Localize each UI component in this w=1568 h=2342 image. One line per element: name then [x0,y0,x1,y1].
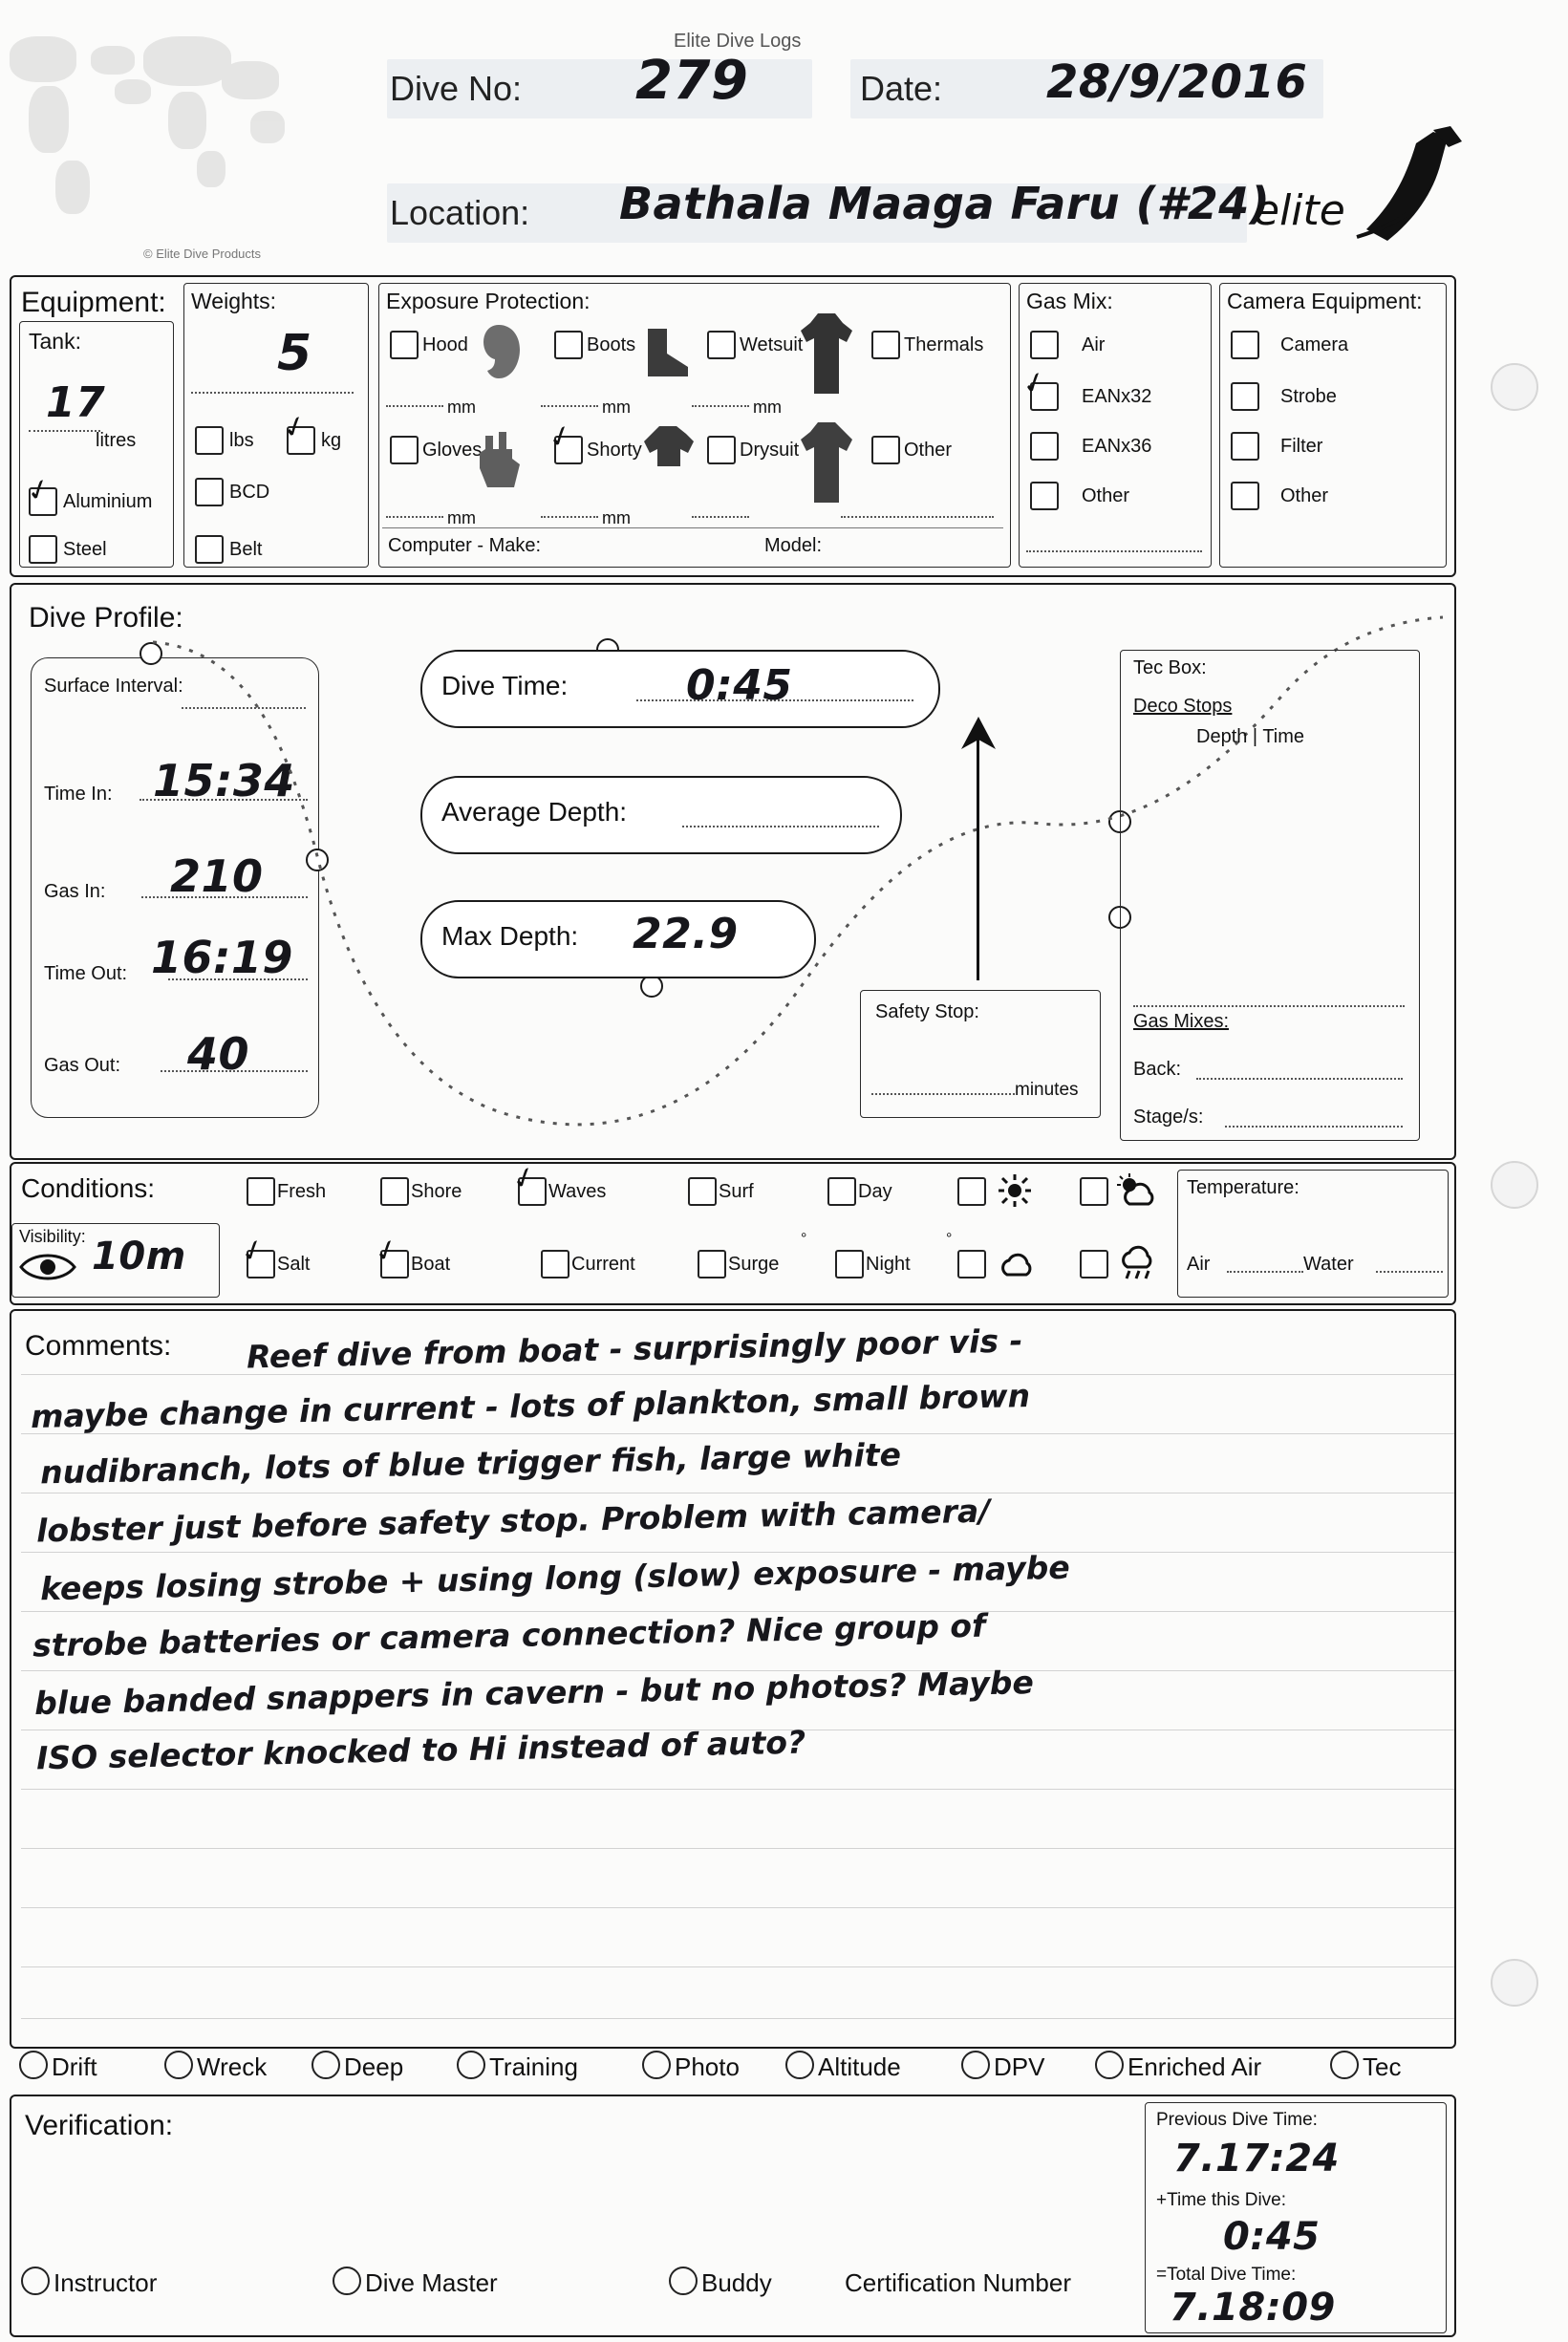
type-wreck-label: Wreck [197,2052,268,2081]
verification-title: Verification: [25,2110,174,2141]
gas-air-checkbox[interactable] [1030,331,1059,359]
eye-icon [19,1250,76,1284]
verification-buddy-label: Buddy [701,2268,772,2297]
weights-bcd-checkbox[interactable] [195,478,224,506]
elite-logo-text: elite [1254,186,1345,235]
exposure-other-checkbox[interactable] [871,436,900,464]
cond-salt-label: Salt [277,1254,311,1275]
cond-surf-checkbox[interactable] [688,1177,717,1206]
exposure-mm-label: mm [447,397,476,417]
location-label: Location: [390,193,530,232]
exposure-hood-label: Hood [422,334,468,355]
time-out-value: 16:19 [151,932,293,983]
cond-waves-check-mark: ✓ [507,1158,541,1199]
cond-cloud-checkbox[interactable] [957,1250,986,1278]
exposure-drysuit-label: Drysuit [740,440,800,461]
gas-mix-title: Gas Mix: [1026,289,1113,313]
tank-size-value: 17 [46,378,106,427]
tank-aluminium-check-mark: ✓ [22,470,55,511]
punch-hole [1491,1161,1538,1209]
cond-fresh-label: Fresh [277,1181,327,1202]
cond-shore-checkbox[interactable] [380,1177,409,1206]
cloud-icon [994,1248,1038,1278]
cond-day-label: Day [858,1181,892,1202]
comments-title: Comments: [25,1330,172,1362]
camera-camera-label: Camera [1280,334,1349,355]
punch-hole [1491,363,1538,411]
weights-lbs-label: lbs [229,430,254,451]
max-depth-label: Max Depth: [441,921,579,951]
sun-cloud-icon [1114,1173,1158,1208]
weights-box [183,283,369,568]
gas-mix-box [1019,283,1212,568]
diver-logo-icon [1338,124,1471,248]
gas-other-label: Other [1082,485,1130,506]
gas-eanx36-checkbox[interactable] [1030,432,1059,461]
dive-time-label: Dive Time: [441,671,569,700]
weights-kg-label: kg [321,430,342,451]
weights-lbs-checkbox[interactable] [195,426,224,455]
type-deep-radio[interactable] [311,2051,340,2079]
camera-strobe-label: Strobe [1280,386,1337,407]
gas-in-label: Gas In: [44,881,106,902]
comment-line: strobe batteries or camera connection? Nice group of [32,1606,986,1665]
safety-stop-units: minutes [1015,1080,1079,1100]
tank-units-label: litres [96,430,137,451]
temperature-title: Temperature: [1187,1177,1300,1198]
cond-sun-checkbox[interactable] [957,1177,986,1206]
cond-shore-label: Shore [411,1181,462,1202]
weights-value: 5 [277,325,312,382]
type-enriched-air-label: Enriched Air [1128,2052,1262,2081]
cond-boat-label: Boat [411,1254,451,1275]
equipment-title: Equipment: [21,287,166,318]
weights-title: Weights: [191,289,277,313]
tank-aluminium-label: Aluminium [63,491,153,512]
water-temp-label: Water [1303,1254,1354,1275]
time-this-dive-value: 0:45 [1223,2215,1321,2259]
type-photo-label: Photo [675,2052,740,2081]
exposure-mm-label: mm [602,508,631,527]
camera-title: Camera Equipment: [1227,289,1423,313]
previous-dive-time-label: Previous Dive Time: [1156,2110,1318,2130]
stages-label: Stage/s: [1133,1107,1204,1128]
camera-filter-label: Filter [1280,436,1323,457]
average-depth-label: Average Depth: [441,797,628,827]
tec-box-title: Tec Box: [1133,657,1207,678]
date-label: Date: [860,69,943,108]
hood-icon [472,321,524,382]
weights-kg-check-mark: ✓ [278,407,311,448]
exposure-wetsuit-label: Wetsuit [740,334,804,355]
certification-number-label: Certification Number [845,2268,1071,2297]
cond-surge-checkbox[interactable] [698,1250,726,1278]
verification-divemaster-radio[interactable] [333,2267,361,2295]
type-drift-label: Drift [52,2052,97,2081]
cond-night-label: Night [866,1254,911,1275]
exposure-shorty-label: Shorty [587,440,642,461]
comment-line: nudibranch, lots of blue trigger fish, large white [39,1435,902,1492]
drysuit-icon [799,420,854,506]
sun-icon [996,1173,1034,1208]
degree-symbol: ° [801,1231,807,1247]
exposure-thermals-label: Thermals [904,334,984,355]
exposure-gloves-checkbox[interactable] [390,436,419,464]
verification-instructor-radio[interactable] [21,2267,50,2295]
cond-fresh-checkbox[interactable] [247,1177,275,1206]
exposure-boots-checkbox[interactable] [554,331,583,359]
punch-hole [1491,1959,1538,2007]
computer-make-label: Computer - Make: [388,535,542,556]
cond-surge-label: Surge [728,1254,780,1275]
comment-line: keeps losing strobe + using long (slow) exposure - maybe [39,1548,1071,1608]
gas-other-checkbox[interactable] [1030,482,1059,510]
time-in-value: 15:34 [153,755,295,806]
gas-eanx32-check-mark: ✓ [1018,363,1051,404]
degree-symbol: ° [946,1231,953,1247]
exposure-boots-label: Boots [587,334,636,355]
gloves-icon [472,430,526,489]
safety-stop-label: Safety Stop: [875,1001,979,1022]
gas-out-value: 40 [187,1028,250,1080]
type-dpv-radio[interactable] [961,2051,990,2079]
gas-eanx36-label: EANx36 [1082,436,1152,457]
cond-salt-check-mark: ✓ [236,1231,269,1272]
back-label: Back: [1133,1059,1182,1080]
ascent-arrow-icon [954,715,1003,753]
camera-other-label: Other [1280,485,1329,506]
rain-cloud-icon [1114,1244,1160,1282]
type-drift-radio[interactable] [19,2051,48,2079]
ascent-arrow-line [977,736,979,980]
gas-out-label: Gas Out: [44,1055,121,1076]
weights-belt-checkbox[interactable] [195,535,224,564]
verification-buddy-radio[interactable] [669,2267,698,2295]
dive-no-value: 279 [635,50,749,112]
computer-model-label: Model: [764,535,823,556]
exposure-hood-checkbox[interactable] [390,331,419,359]
type-photo-radio[interactable] [642,2051,671,2079]
verification-divemaster-label: Dive Master [365,2268,498,2297]
camera-camera-checkbox[interactable] [1231,331,1259,359]
cond-boat-check-mark: ✓ [370,1231,403,1272]
exposure-title: Exposure Protection: [386,289,591,313]
deco-columns-label: Depth | Time [1196,726,1305,747]
type-tec-label: Tec [1363,2052,1402,2081]
cond-current-checkbox[interactable] [541,1250,569,1278]
gas-in-value: 210 [170,850,264,902]
type-altitude-radio[interactable] [785,2051,814,2079]
date-value: 28/9/2016 [1046,55,1308,109]
copyright-text: © Elite Dive Products [143,247,262,261]
cond-surf-label: Surf [719,1181,754,1202]
gas-mixes-label: Gas Mixes: [1133,1011,1230,1032]
exposure-other-label: Other [904,440,953,461]
dive-no-label: Dive No: [390,69,523,108]
surface-interval-label: Surface Interval: [44,676,183,697]
cond-day-checkbox[interactable] [827,1177,856,1206]
verification-instructor-label: Instructor [54,2268,158,2297]
camera-filter-checkbox[interactable] [1231,432,1259,461]
tank-steel-label: Steel [63,539,107,560]
previous-dive-time-value: 7.17:24 [1173,2137,1340,2181]
exposure-shorty-check-mark: ✓ [544,417,577,458]
type-training-label: Training [489,2052,578,2081]
type-tec-radio[interactable] [1330,2051,1359,2079]
time-out-label: Time Out: [44,963,128,984]
type-wreck-radio[interactable] [164,2051,193,2079]
time-this-dive-label: +Time this Dive: [1156,2190,1287,2210]
wetsuit-icon [799,312,854,397]
camera-other-checkbox[interactable] [1231,482,1259,510]
air-temp-label: Air [1187,1254,1211,1275]
type-enriched-air-radio[interactable] [1095,2051,1124,2079]
location-value: Bathala Maaga Faru (#24) [619,178,1271,229]
comment-line: Reef dive from boat - surprisingly poor vis - [246,1321,1023,1376]
deco-stops-label: Deco Stops [1133,696,1233,717]
header [0,0,1568,258]
gas-air-label: Air [1082,334,1106,355]
exposure-mm-label: mm [447,508,476,527]
total-dive-time-label: =Total Dive Time: [1156,2265,1297,2285]
type-deep-label: Deep [344,2052,404,2081]
exposure-drysuit-checkbox[interactable] [707,436,736,464]
dive-profile-title: Dive Profile: [29,602,183,634]
cond-current-label: Current [571,1254,635,1275]
camera-strobe-checkbox[interactable] [1231,382,1259,411]
exposure-thermals-checkbox[interactable] [871,331,900,359]
max-depth-value: 22.9 [633,910,739,958]
shorty-icon [638,424,698,493]
exposure-mm-label: mm [753,397,782,417]
tank-steel-checkbox[interactable] [29,535,57,564]
visibility-value: 10m [92,1235,186,1278]
type-dpv-label: DPV [994,2052,1045,2081]
type-altitude-label: Altitude [818,2052,901,2081]
comment-line: ISO selector knocked to Hi instead of auto? [35,1723,806,1777]
weights-belt-label: Belt [229,539,263,560]
boots-icon [638,325,696,380]
conditions-title: Conditions: [21,1173,156,1203]
cond-rain-cloud-checkbox[interactable] [1080,1250,1108,1278]
cond-waves-label: Waves [548,1181,607,1202]
elite-dive-logs-label: Elite Dive Logs [674,31,802,52]
comment-line: blue banded snappers in cavern - but no photos? Maybe [33,1664,1035,1722]
total-dive-time-value: 7.18:09 [1170,2286,1336,2330]
cond-sun-cloud-checkbox[interactable] [1080,1177,1108,1206]
visibility-label: Visibility: [19,1227,86,1246]
type-training-radio[interactable] [457,2051,485,2079]
exposure-wetsuit-checkbox[interactable] [707,331,736,359]
comment-line: lobster just before safety stop. Problem with camera/ [35,1492,991,1550]
comment-line: maybe change in current - lots of plankton, small brown [30,1377,1031,1435]
gas-eanx32-label: EANx32 [1082,386,1152,407]
exposure-gloves-label: Gloves [422,440,483,461]
weights-bcd-label: BCD [229,482,270,503]
time-in-label: Time In: [44,784,113,805]
cond-night-checkbox[interactable] [835,1250,864,1278]
camera-equipment-box [1219,283,1447,568]
dive-time-value: 0:45 [686,661,793,710]
tank-label: Tank: [29,329,81,354]
exposure-mm-label: mm [602,397,631,417]
